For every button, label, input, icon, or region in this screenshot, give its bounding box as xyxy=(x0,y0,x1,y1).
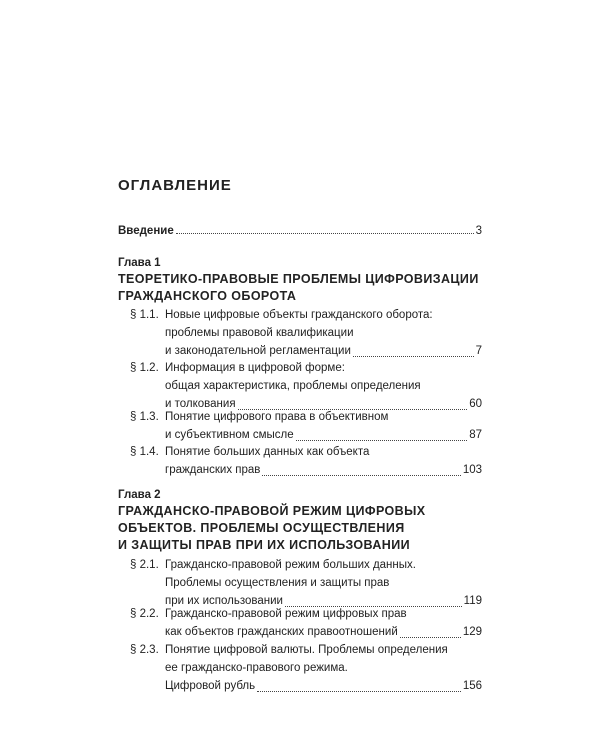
section-page-number: 87 xyxy=(469,429,482,441)
section-number: § 1.4. xyxy=(130,446,159,458)
section-title-line: Понятие больших данных как объекта xyxy=(165,446,370,458)
section-number: § 1.2. xyxy=(130,362,159,374)
chapter-title xyxy=(118,271,482,305)
section-title-line: и законодательной регламентации xyxy=(165,345,351,357)
section-title-line: общая характеристика, проблемы определения xyxy=(165,380,421,392)
section-page-number: 119 xyxy=(463,595,482,607)
chapter-1-heading xyxy=(118,255,482,305)
dot-leader xyxy=(257,691,461,692)
toc-entry-section-2-1[interactable] xyxy=(130,556,482,610)
section-title-line: Цифровой рубль xyxy=(165,680,256,692)
dot-leader xyxy=(400,637,461,638)
chapter-2-heading xyxy=(118,487,482,554)
section-number: § 2.1. xyxy=(130,559,159,571)
toc-entry-section-2-3[interactable] xyxy=(130,641,482,695)
toc-entry-introduction[interactable] xyxy=(118,225,482,237)
chapter-title-line: ГРАЖДАНСКО-ПРАВОВОЙ РЕЖИМ ЦИФРОВЫХ xyxy=(118,504,426,518)
section-title-line: Гражданско-правовой режим больших данных. xyxy=(165,559,416,571)
section-title-line: как объектов гражданских правоотношений xyxy=(165,626,398,638)
section-title-line: ее гражданско-правового режима. xyxy=(165,662,348,674)
chapter-title-line: И ЗАЩИТЫ ПРАВ ПРИ ИХ ИСПОЛЬЗОВАНИИ xyxy=(118,538,410,552)
section-title-line: Новые цифровые объекты гражданского оборота: xyxy=(165,309,433,321)
chapter-label: Глава 2 xyxy=(118,489,161,501)
section-title-line: Понятие цифровой валюты. Проблемы определения xyxy=(165,644,448,656)
dot-leader xyxy=(262,475,460,476)
chapter-title-line: ОБЪЕКТОВ. ПРОБЛЕМЫ ОСУЩЕСТВЛЕНИЯ xyxy=(118,521,405,535)
toc-entry-section-1-2[interactable] xyxy=(130,359,482,413)
section-title-line: и толкования xyxy=(165,398,236,410)
dot-leader xyxy=(296,440,468,441)
section-title-line: Гражданско-правовой режим цифровых прав xyxy=(165,608,407,620)
section-title-line: Информация в цифровой форме: xyxy=(165,362,345,374)
section-title-line: гражданских прав xyxy=(165,464,261,476)
dot-leader xyxy=(353,356,474,357)
section-number: § 1.3. xyxy=(130,411,159,423)
toc-entry-section-2-2[interactable] xyxy=(130,605,482,641)
toc-entry-section-1-3[interactable] xyxy=(130,408,482,444)
toc-entry-section-1-4[interactable] xyxy=(130,443,482,479)
entry-page-number: 3 xyxy=(475,225,482,237)
section-number: § 2.2. xyxy=(130,608,159,620)
chapter-title-line: ГРАЖДАНСКОГО ОБОРОТА xyxy=(118,289,297,303)
section-page-number: 7 xyxy=(475,345,482,357)
chapter-title xyxy=(118,503,482,554)
toc-title: ОГЛАВЛЕНИЕ xyxy=(118,177,232,194)
section-number: § 2.3. xyxy=(130,644,159,656)
section-number: § 1.1. xyxy=(130,309,159,321)
section-title-line: Понятие цифрового права в объективном xyxy=(165,411,389,423)
section-page-number: 129 xyxy=(462,626,482,638)
section-page-number: 156 xyxy=(462,680,482,692)
dot-leader xyxy=(176,233,474,234)
chapter-label: Глава 1 xyxy=(118,257,161,269)
section-title-line: проблемы правовой квалификации xyxy=(165,327,354,339)
section-page-number: 60 xyxy=(469,398,482,410)
toc-entry-section-1-1[interactable] xyxy=(130,306,482,360)
entry-title: Введение xyxy=(118,225,174,237)
section-page-number: 103 xyxy=(462,464,482,476)
section-title-line: Проблемы осуществления и защиты прав xyxy=(165,577,390,589)
section-title-line: при их использовании xyxy=(165,595,283,607)
section-title-line: и субъективном смысле xyxy=(165,429,294,441)
chapter-title-line: ТЕОРЕТИКО-ПРАВОВЫЕ ПРОБЛЕМЫ ЦИФРОВИЗАЦИИ xyxy=(118,272,479,286)
